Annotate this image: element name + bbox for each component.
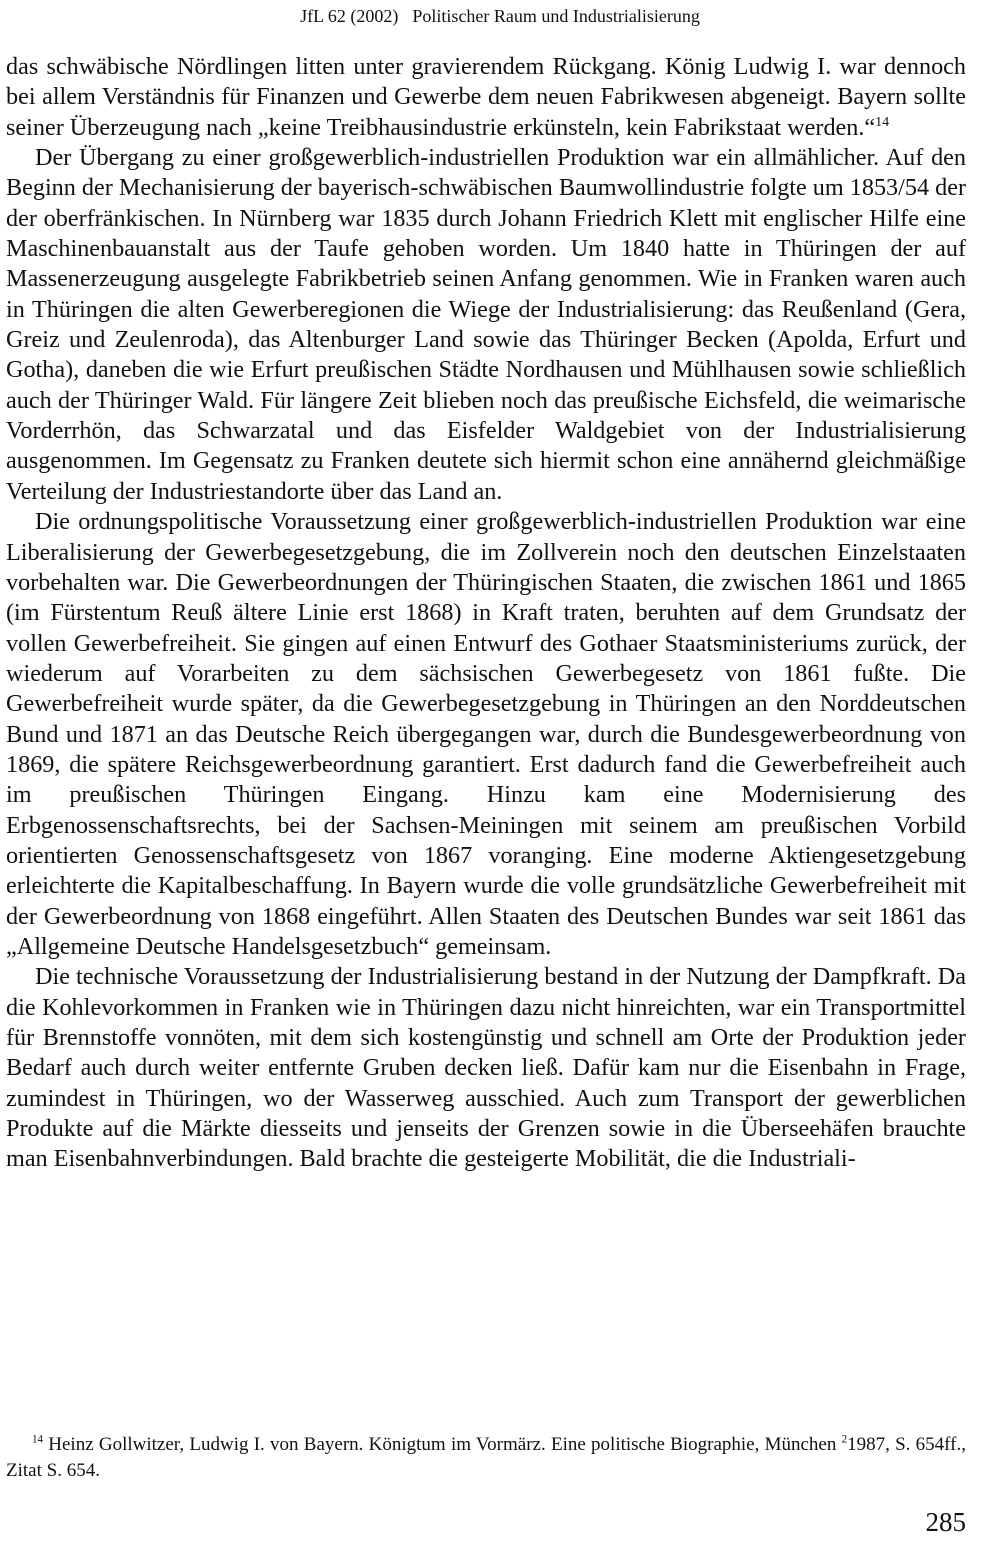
footnote-text-start: Heinz Gollwitzer, Ludwig I. von Bayern. Königtum im Vormärz. Eine politische Biographie, München [48,1434,842,1455]
page-number: 285 [925,1507,966,1537]
footnote-edition: 2 [841,1433,848,1446]
journal-citation: JfL 62 (2002) [300,6,399,26]
running-header [0,4,1000,28]
paragraph-4: Die technische Voraussetzung der Industrialisierung bestand in der Nutzung der Dampfkraft. Da die Kohlevorkommen in Franken wie in Thüringen dazu nicht hinreichten, war ein Transportmittel für Brennstoffe vonnöten, mit dem sich kostengünstig und schnell am Orte der Produktion jeder Bedarf auch durch weiter entfernte Gruben decken ließ. Dafür kam nur die Eisenbahn in Frage, zumindest in Thüringen, wo der Wasserweg ausschied. Auch zum Transport der gewerblichen Produkte auf die Märkte diesseits und jenseits der Grenzen sowie in die Überseehäfen brauchte man Eisenbahnverbindungen. Bald brachte die gesteigerte Mobilität, die die Industriali- [6,963,966,1173]
footnote-reference: 14 [875,113,890,130]
paragraph-1 [6,52,966,143]
footnotes [6,1432,966,1484]
paragraph-2: Der Übergang zu einer großgewerblich-industriellen Produktion war ein allmählicher. Auf den Beginn der Mechanisierung der bayerisch-schwäbischen Baumwollindustrie folgte um 1853/54 der der oberfränkischen. In Nürnberg war 1835 durch Johann Friedrich Klett mit englischer Hilfe eine Maschinenbauanstalt aus der Taufe gehoben worden. Um 1840 hatte in Thüringen der auf Massenerzeugung ausgelegte Fabrikbetrieb seinen Anfang genommen. Wie in Franken waren auch in Thüringen die alten Gewerberegionen die Wiege der Industrialisierung: das Reußenland (Gera, Greiz und Zeulenroda), das Altenburger Land sowie das Thüringer Becken (Apolda, Erfurt und Gotha), daneben die wie Erfurt preußischen Städte Nordhausen und Mühlhausen sowie schließlich auch der Thüringer Wald. Für längere Zeit blieben noch das preußische Eichsfeld, die weimarische Vorderrhön, das Schwarzatal und das Eisfelder Waldgebiet von der Industrialisierung ausgenommen. Im Gegensatz zu Franken deutete sich hiermit schon eine annähernd gleichmäßige Verteilung der Industriestandorte über das Land an. [6,144,966,505]
paragraph-1-text: das schwäbische Nördlingen litten unter gravierendem Rückgang. König Ludwig I. war dennoch bei allem Verständnis für Finanzen und Gewerbe dem neuen Fabrikwesen abgeneigt. Bayern sollte seiner Überzeugung nach „keine Treibhausindustrie erkünsteln, kein Fabrikstaat werden.“ [6,53,966,141]
running-title: Politischer Raum und Industrialisierung [412,6,700,26]
footnote-text-end: 1987, S. 654ff., Zitat S. 654. [6,1434,966,1481]
main-text [6,52,966,1175]
footnote-14 [6,1432,966,1484]
paragraph-3: Die ordnungspolitische Voraussetzung einer großgewerblich-industriellen Produktion war eine Liberalisierung der Gewerbegesetzgebung, die im Zollverein noch den deutschen Einzelstaaten vorbehalten war. Die Gewerbeordnungen der Thüringischen Staaten, die zwischen 1861 und 1865 (im Fürstentum Reuß ältere Linie erst 1868) in Kraft traten, beruhten auf dem Grundsatz der vollen Gewerbefreiheit. Sie gingen auf einen Entwurf des Gothaer Staatsministeriums zurück, der wiederum auf Vorarbeiten zu dem sächsischen Gewerbegesetz von 1861 fußte. Die Gewerbefreiheit wurde später, da die Gewerbegesetzgebung in Thüringen an den Norddeutschen Bund und 1871 an das Deutsche Reich übergegangen war, durch die Bundesgewerbeordnung von 1869, die spätere Reichsgewerbeordnung garantiert. Erst dadurch fand die Gewerbefreiheit auch im preußischen Thüringen Eingang. Hinzu kam eine Modernisierung des Erbgenossenschaftsrechts, bei der Sachsen-Meiningen mit seinem am preußischen Vorbild orientierten Genossenschaftsgesetz von 1867 voranging. Eine moderne Aktiengesetzgebung erleichterte die Kapitalbeschaffung. In Bayern wurde die volle grundsätzliche Gewerbefreiheit mit der Gewerbeordnung von 1868 eingeführt. Allen Staaten des Deutschen Bundes war seit 1861 das „Allgemeine Deutsche Handelsgesetzbuch“ gemeinsam. [6,508,966,960]
footnote-number: 14 [32,1433,44,1446]
